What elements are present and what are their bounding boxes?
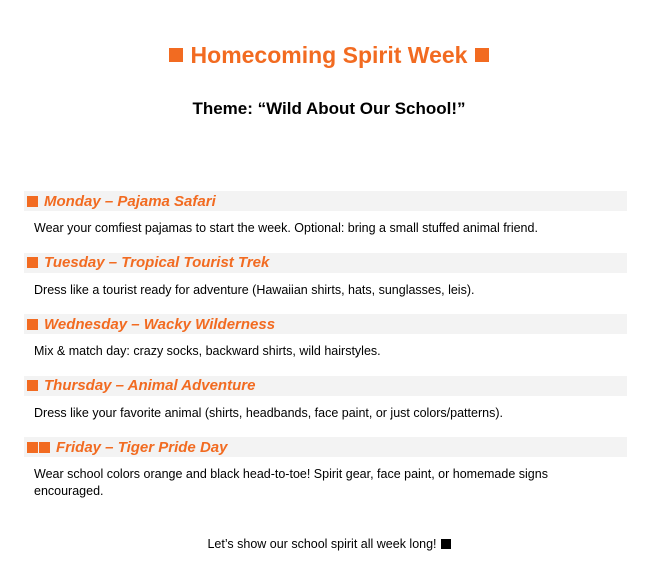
orange-square-icon [27,319,38,330]
day-description: Wear school colors orange and black head-to-toe! Spirit gear, face paint, or homemade signs encouraged. [34,467,548,498]
day-section-friday [24,437,627,500]
day-section-monday [24,191,627,253]
day-description: Wear your comfiest pajamas to start the week. Optional: bring a small stuffed animal friend. [34,221,538,235]
day-header [24,376,627,396]
day-bullets [27,257,39,268]
day-bullets [27,196,39,207]
day-header [24,191,627,211]
orange-square-icon [27,196,38,207]
day-description: Mix & match day: crazy socks, backward shirts, wild hairstyles. [34,344,381,358]
orange-square-icon [475,48,489,62]
day-section-thursday [24,376,627,438]
day-header [24,253,627,273]
day-title: Tuesday – Tropical Tourist Trek [44,254,270,271]
orange-square-icon [27,380,38,391]
closing-line [0,537,658,551]
orange-square-icon [39,442,50,453]
day-section-tuesday [24,253,627,315]
day-description: Dress like your favorite animal (shirts, headbands, face paint, or just colors/patterns). [34,405,503,420]
page-title [0,42,658,69]
day-header [24,437,627,457]
theme-subtitle: Theme: “Wild About Our School!” [192,99,466,118]
day-list [24,191,627,500]
day-bullets [27,319,39,330]
closing-text: Let’s show our school spirit all week long! [207,537,437,551]
day-header [24,314,627,334]
orange-square-icon [169,48,183,62]
day-section-wednesday [24,314,627,376]
black-square-icon [441,539,451,549]
day-title: Thursday – Animal Adventure [44,377,256,394]
day-bullets [27,442,51,453]
orange-square-icon [27,257,38,268]
orange-square-icon [27,442,38,453]
day-bullets [27,380,39,391]
day-description: Dress like a tourist ready for adventure (Hawaiian shirts, hats, sunglasses, leis). [34,282,475,297]
day-title: Friday – Tiger Pride Day [56,438,228,456]
day-title: Monday – Pajama Safari [44,192,216,210]
day-title: Wednesday – Wacky Wilderness [44,315,276,333]
page-title-text: Homecoming Spirit Week [190,42,468,68]
